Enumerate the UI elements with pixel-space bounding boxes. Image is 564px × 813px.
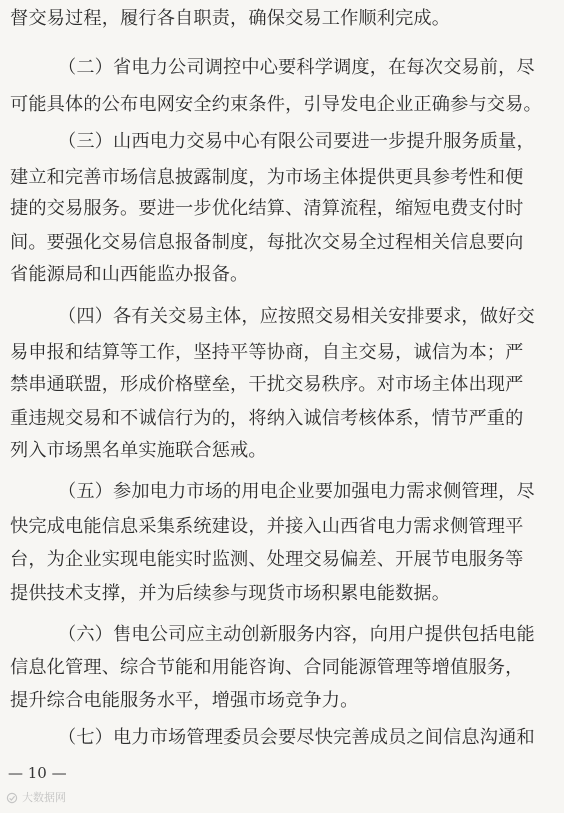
watermark	[6, 790, 66, 806]
text-line: 可能具体的公布电网安全约束条件，引导发电企业正确参与交易。	[10, 94, 542, 115]
text-line: （五）参加电力市场的用电企业要加强电力需求侧管理，尽	[58, 481, 535, 502]
text-line: （二）省电力公司调控中心要科学调度，在每次交易前，尽	[58, 57, 535, 78]
text-line: （三）山西电力交易中心有限公司要进一步提升服务质量，	[58, 131, 535, 152]
text-line: 快完成电能信息采集系统建设，并接入山西省电力需求侧管理平	[10, 516, 524, 537]
text-line: 信息化管理、综合节能和用能咨询、合同能源管理等增值服务，	[10, 657, 524, 678]
watermark-logo-icon	[6, 792, 18, 804]
text-line: 禁串通联盟，形成价格壁垒，干扰交易秩序。对市场主体出现严	[10, 374, 524, 395]
text-line: （四）各有关交易主体，应按照交易相关安排要求，做好交	[58, 306, 535, 327]
text-line: 重违规交易和不诚信行为的，将纳入诚信考核体系，情节严重的	[10, 408, 524, 429]
text-line: 省能源局和山西能监办报备。	[10, 264, 249, 285]
text-line: 捷的交易服务。要进一步优化结算、清算流程，缩短电费支付时	[10, 198, 524, 219]
text-line: 提供技术支撑，并为后续参与现货市场积累电能数据。	[10, 583, 451, 604]
text-line: 列入市场黑名单实施联合惩戒。	[10, 440, 267, 461]
text-line: 台，为企业实现电能实时监测、处理交易偏差、开展节电服务等	[10, 549, 524, 570]
text-line: 建立和完善市场信息披露制度，为市场主体提供更具参考性和便	[10, 167, 524, 188]
text-line: 易申报和结算等工作，坚持平等协商，自主交易，诚信为本；严	[10, 342, 524, 363]
text-line: 间。要强化交易信息报备制度，每批次交易全过程相关信息要向	[10, 232, 524, 253]
text-line: （七）电力市场管理委员会要尽快完善成员之间信息沟通和	[58, 727, 535, 748]
text-line: 督交易过程，履行各自职责，确保交易工作顺利完成。	[10, 8, 451, 29]
text-line: 提升综合电能服务水平，增强市场竞争力。	[10, 690, 359, 711]
watermark-text: 大数据网	[22, 791, 66, 804]
text-line: （六）售电公司应主动创新服务内容，向用户提供包括电能	[58, 624, 535, 645]
page-number: — 10 —	[8, 764, 67, 782]
